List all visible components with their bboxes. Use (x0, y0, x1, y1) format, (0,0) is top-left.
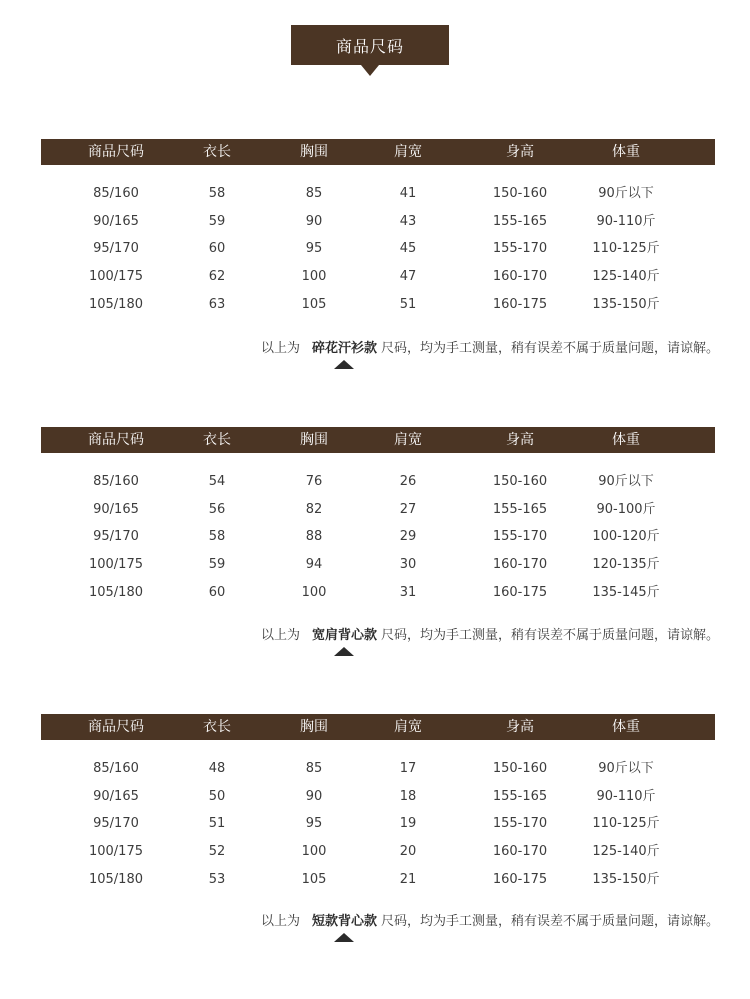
table-row (41, 783, 715, 811)
cell-chest: 82 (305, 501, 323, 517)
cell-length: 63 (208, 296, 226, 312)
cell-height: 160-175 (492, 296, 548, 312)
cell-size: 105/180 (88, 296, 144, 312)
table-row (41, 866, 715, 894)
cell-chest: 85 (305, 761, 323, 776)
cell-height: 160-175 (492, 871, 548, 887)
header-chest: 胸围 (300, 144, 328, 160)
cell-chest: 90 (305, 788, 323, 804)
header-weight: 体重 (612, 719, 640, 735)
cell-length: 51 (208, 816, 226, 832)
cell-weight: 90-100斤 (596, 501, 656, 517)
cell-shoulder: 19 (399, 816, 417, 832)
measurement-note (261, 912, 719, 932)
style-name (312, 341, 377, 356)
table-row (41, 755, 715, 783)
cell-size: 90/165 (93, 213, 139, 229)
table-row (41, 810, 715, 838)
cell-chest: 95 (305, 816, 323, 832)
cell-shoulder: 51 (399, 296, 417, 312)
cell-chest: 105 (301, 296, 327, 312)
cell-size: 85/160 (93, 761, 139, 776)
cell-height: 150-160 (492, 761, 548, 776)
cell-chest: 100 (301, 269, 327, 285)
header-shoulder: 肩宽 (394, 432, 422, 448)
cell-chest: 88 (305, 529, 323, 545)
cell-shoulder: 43 (399, 213, 417, 229)
style-name-text: 宽肩背心款 (311, 628, 377, 643)
cell-length: 53 (208, 871, 226, 887)
cell-weight: 90斤以下 (598, 761, 654, 776)
cell-shoulder: 41 (399, 186, 417, 201)
cell-size: 105/180 (88, 584, 144, 600)
cell-height: 155-170 (492, 816, 548, 832)
style-name-text: 短款背心款 (311, 914, 377, 929)
cell-weight: 110-125斤 (592, 241, 660, 257)
pointer-triangle-icon (334, 360, 354, 369)
cell-size: 95/170 (93, 529, 139, 545)
note-suffix: 尺码，均为手工测量，稍有误差不属于质量问题，请谅解。 (380, 914, 719, 929)
cell-size: 95/170 (93, 241, 139, 257)
cell-shoulder: 20 (399, 844, 417, 860)
cell-length: 54 (208, 474, 226, 489)
cell-length: 59 (208, 213, 226, 229)
table-header (41, 714, 715, 740)
cell-height: 160-170 (492, 557, 548, 573)
size-chart-title-badge (291, 25, 449, 77)
measurement-note (261, 626, 719, 646)
header-height: 身高 (506, 144, 534, 160)
note-prefix: 以上为 (260, 341, 300, 356)
cell-size: 105/180 (88, 871, 144, 887)
pointer-triangle-icon (334, 933, 354, 942)
cell-shoulder: 31 (399, 584, 417, 600)
table-row (41, 208, 715, 236)
note-suffix: 尺码，均为手工测量，稍有误差不属于质量问题，请谅解。 (380, 341, 719, 356)
cell-chest: 100 (301, 584, 327, 600)
table-row (41, 496, 715, 524)
cell-length: 58 (208, 186, 226, 201)
header-size: 商品尺码 (88, 719, 144, 735)
cell-height: 160-175 (492, 584, 548, 600)
cell-height: 155-165 (492, 213, 548, 229)
cell-shoulder: 45 (399, 241, 417, 257)
cell-length: 60 (208, 241, 226, 257)
pointer-triangle-icon (334, 647, 354, 656)
table-row (41, 180, 715, 208)
cell-size: 100/175 (88, 844, 144, 860)
cell-size: 85/160 (93, 186, 139, 201)
note-prefix: 以上为 (260, 628, 300, 643)
cell-height: 150-160 (492, 474, 548, 489)
cell-size: 90/165 (93, 501, 139, 517)
header-weight: 体重 (612, 144, 640, 160)
table-row (41, 838, 715, 866)
cell-shoulder: 18 (399, 788, 417, 804)
cell-shoulder: 21 (399, 871, 417, 887)
cell-size: 100/175 (88, 269, 144, 285)
table-row (41, 235, 715, 263)
cell-chest: 95 (305, 241, 323, 257)
header-length: 衣长 (203, 144, 231, 160)
note-suffix: 尺码，均为手工测量，稍有误差不属于质量问题，请谅解。 (380, 628, 719, 643)
cell-chest: 105 (301, 871, 327, 887)
cell-size: 90/165 (93, 788, 139, 804)
cell-height: 155-170 (492, 529, 548, 545)
style-name (312, 628, 377, 643)
cell-weight: 110-125斤 (592, 816, 660, 832)
cell-height: 155-170 (492, 241, 548, 257)
header-height: 身高 (506, 432, 534, 448)
cell-length: 58 (208, 529, 226, 545)
cell-weight: 90斤以下 (598, 474, 654, 489)
table-row (41, 579, 715, 607)
cell-weight: 135-150斤 (592, 871, 660, 887)
header-height: 身高 (506, 719, 534, 735)
table-body (41, 180, 715, 318)
cell-weight: 90斤以下 (598, 186, 654, 201)
cell-length: 59 (208, 557, 226, 573)
header-size: 商品尺码 (88, 144, 144, 160)
cell-size: 100/175 (88, 557, 144, 573)
cell-height: 160-170 (492, 844, 548, 860)
cell-shoulder: 17 (399, 761, 417, 776)
size-table-1 (41, 139, 715, 318)
table-row (41, 263, 715, 291)
cell-length: 50 (208, 788, 226, 804)
cell-weight: 120-135斤 (592, 557, 660, 573)
cell-shoulder: 27 (399, 501, 417, 517)
header-shoulder: 肩宽 (394, 719, 422, 735)
cell-weight: 125-140斤 (592, 269, 660, 285)
cell-weight: 125-140斤 (592, 844, 660, 860)
table-body (41, 468, 715, 606)
header-chest: 胸围 (300, 432, 328, 448)
size-table-2 (41, 427, 715, 606)
cell-length: 48 (208, 761, 226, 776)
header-length: 衣长 (203, 719, 231, 735)
measurement-note (261, 339, 719, 359)
table-header (41, 427, 715, 453)
header-size: 商品尺码 (88, 432, 144, 448)
style-name (312, 914, 377, 929)
note-prefix: 以上为 (260, 914, 300, 929)
cell-height: 155-165 (492, 788, 548, 804)
table-row (41, 468, 715, 496)
cell-chest: 85 (305, 186, 323, 201)
header-length: 衣长 (203, 432, 231, 448)
cell-weight: 90-110斤 (596, 788, 656, 804)
header-shoulder: 肩宽 (394, 144, 422, 160)
cell-height: 155-165 (492, 501, 548, 517)
cell-height: 150-160 (492, 186, 548, 201)
cell-length: 56 (208, 501, 226, 517)
cell-shoulder: 47 (399, 269, 417, 285)
cell-length: 60 (208, 584, 226, 600)
cell-chest: 76 (305, 474, 323, 489)
size-table-3 (41, 714, 715, 893)
table-row (41, 551, 715, 579)
cell-shoulder: 30 (399, 557, 417, 573)
header-chest: 胸围 (300, 719, 328, 735)
title-pointer-arrow (361, 65, 379, 76)
cell-weight: 100-120斤 (592, 529, 660, 545)
table-header (41, 139, 715, 165)
cell-weight: 135-150斤 (592, 296, 660, 312)
table-row (41, 291, 715, 319)
cell-length: 62 (208, 269, 226, 285)
cell-weight: 135-145斤 (592, 584, 660, 600)
cell-height: 160-170 (492, 269, 548, 285)
cell-chest: 94 (305, 557, 323, 573)
cell-size: 85/160 (93, 474, 139, 489)
cell-shoulder: 29 (399, 529, 417, 545)
style-name-text: 碎花汗衫款 (311, 341, 377, 356)
page-title: 商品尺码 (291, 25, 449, 65)
table-row (41, 523, 715, 551)
table-body (41, 755, 715, 893)
cell-weight: 90-110斤 (596, 213, 656, 229)
cell-chest: 100 (301, 844, 327, 860)
cell-size: 95/170 (93, 816, 139, 832)
cell-chest: 90 (305, 213, 323, 229)
cell-length: 52 (208, 844, 226, 860)
cell-shoulder: 26 (399, 474, 417, 489)
header-weight: 体重 (612, 432, 640, 448)
